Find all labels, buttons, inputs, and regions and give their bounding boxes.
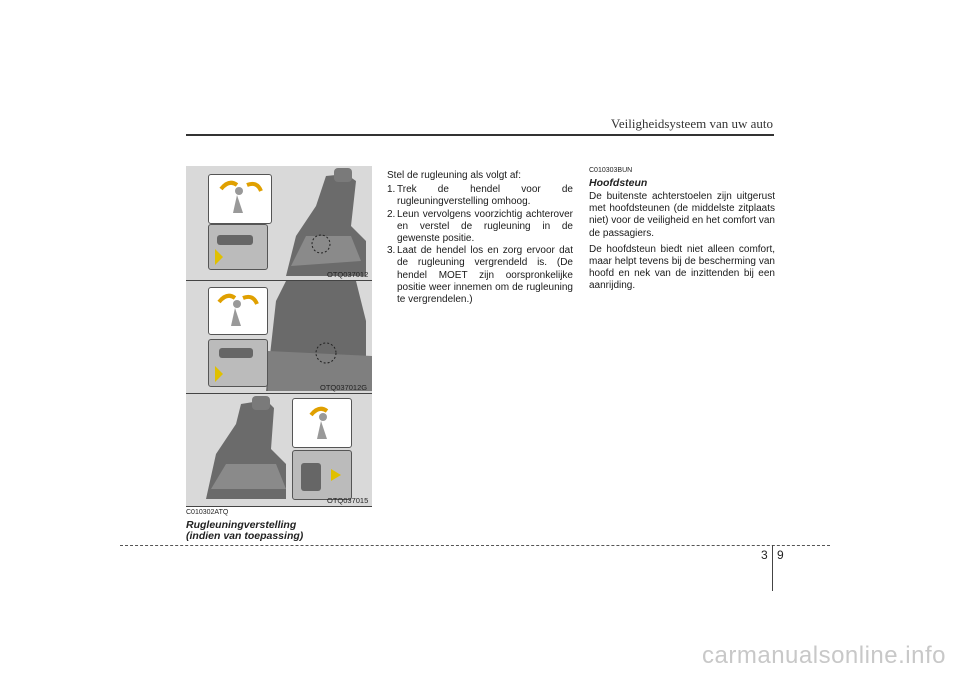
header-rule [186,134,774,136]
lever-icon [209,225,267,269]
footer-rule [120,545,830,546]
step-number: 1. [387,184,396,196]
lever-inset-c [292,450,352,500]
right-paragraph-1: De buitenste achterstoelen zijn uitgerust met hoofdsteunen (de middelste zitplaats niet) voor de veiligheid en het comfort van de passagiers. [589,191,775,239]
recline-arrows-icon [209,288,267,334]
page-header-title: Veiligheidsysteem van uw auto [610,116,773,131]
left-section-code: C010302ATQ [186,509,229,516]
left-section-title [186,520,303,542]
page-number-divider [772,545,773,591]
right-section-code: C010303BUN [589,167,633,174]
step-number: 2. [387,208,396,220]
recline-inset-c [292,398,352,448]
figure-c-rule [186,506,372,507]
step-item [387,245,573,306]
lever-icon [209,340,267,386]
page-chapter-number: 3 [761,548,768,562]
figure-b-code: OTQ037012G [320,383,368,392]
figure-a-code: OTQ037012 [327,270,369,279]
lever-icon [293,451,351,499]
step-item [387,209,573,246]
step-number: 3. [387,245,396,257]
figure-c-illustration [186,394,372,506]
figure-c-code: OTQ037015 [327,496,369,505]
right-column-body [589,191,775,297]
lever-inset-a [208,224,268,270]
page-number: 9 [777,548,784,562]
step-text: Laat de hendel los en zorg ervoor dat de rugleuning vergrendeld is. (De hendel MOET zijn oorspronkelijke positie weer innemen om de rugleuning te vergrendelen.) [397,245,573,306]
step-text: Trek de hendel voor de rugleuningverstelling omhoog. [397,184,573,208]
step-item [387,184,573,208]
watermark: carmanualsonline.info [702,642,946,669]
figure-a-illustration [186,166,372,280]
left-section-title-line1: Rugleuningverstelling [186,519,297,531]
left-section-title-line2: (indien van toepassing) [186,530,304,542]
middle-intro: Stel de rugleuning als volgt af: [387,170,521,181]
middle-column [387,170,573,306]
right-section-title: Hoofdsteun [589,177,648,189]
recline-inset-b [208,287,268,335]
figure-b-illustration [186,281,372,393]
step-text: Leun vervolgens voorzichtig achterover en verstel de rugleuning in de gewenste positie. [397,208,573,245]
right-paragraph-2: De hoofdsteun biedt niet alleen comfort, maar helpt tevens bij de bescherming van hoofd en nek van de inzittenden bij een aanrijding. [589,243,775,292]
lever-inset-b [208,339,268,387]
recline-inset-a [208,174,272,224]
recline-arrows-icon [209,175,271,223]
recline-arrows-icon [293,399,351,447]
